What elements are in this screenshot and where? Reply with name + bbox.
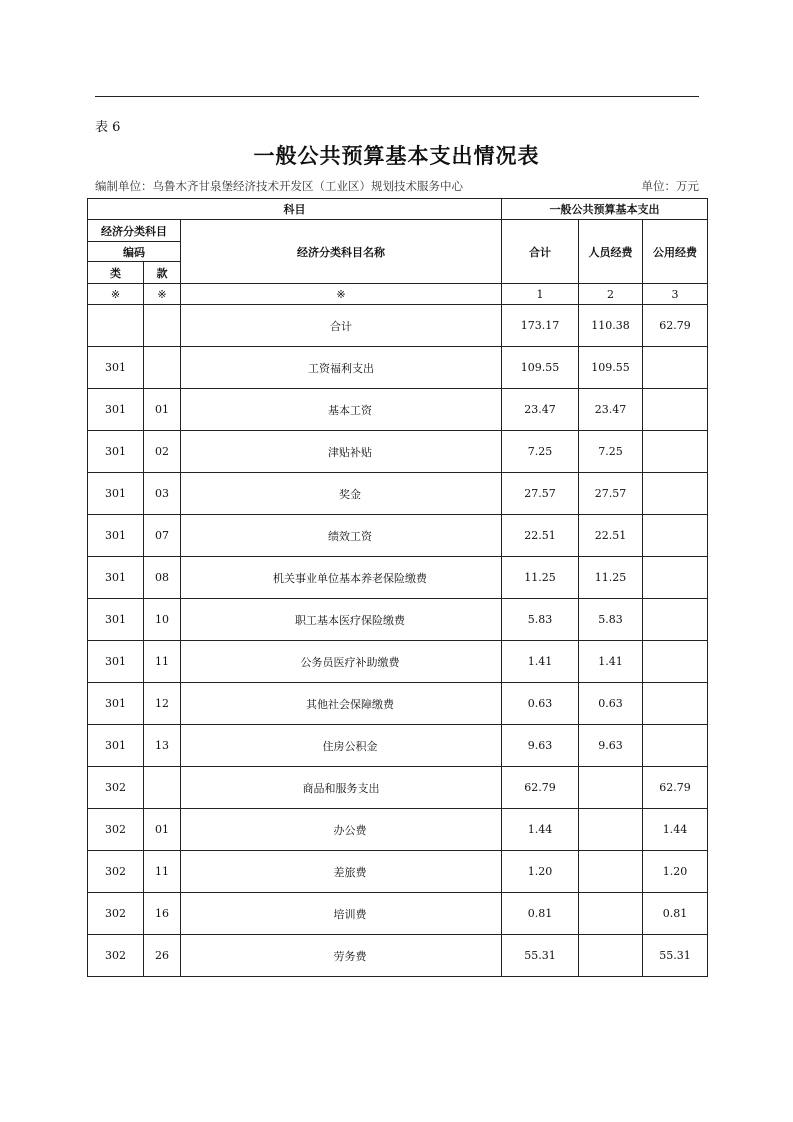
cell-name: 奖金	[181, 473, 502, 515]
mark-cell: ※	[181, 284, 502, 305]
marks-row	[88, 284, 708, 305]
cell-kuan: 02	[144, 431, 181, 473]
cell-personnel	[579, 851, 643, 893]
cell-public: 0.81	[643, 893, 708, 935]
cell-lei: 301	[88, 641, 144, 683]
mark-cell: 1	[502, 284, 579, 305]
cell-lei: 301	[88, 557, 144, 599]
mark-cell: 3	[643, 284, 708, 305]
cell-public: 62.79	[643, 305, 708, 347]
cell-public: 62.79	[643, 767, 708, 809]
cell-kuan: 13	[144, 725, 181, 767]
cell-kuan: 12	[144, 683, 181, 725]
cell-total: 173.17	[502, 305, 579, 347]
cell-public	[643, 473, 708, 515]
table-row	[88, 347, 708, 389]
cell-lei: 301	[88, 473, 144, 515]
table-number: 表 6	[95, 120, 121, 135]
cell-name: 基本工资	[181, 389, 502, 431]
cell-public	[643, 431, 708, 473]
cell-kuan: 26	[144, 935, 181, 977]
table-row	[88, 641, 708, 683]
cell-public	[643, 557, 708, 599]
cell-name: 办公费	[181, 809, 502, 851]
cell-public	[643, 515, 708, 557]
cell-name: 工资福利支出	[181, 347, 502, 389]
cell-lei: 302	[88, 893, 144, 935]
table-row	[88, 767, 708, 809]
cell-kuan: 10	[144, 599, 181, 641]
cell-personnel: 109.55	[579, 347, 643, 389]
mark-cell: ※	[144, 284, 181, 305]
cell-name: 劳务费	[181, 935, 502, 977]
cell-total: 22.51	[502, 515, 579, 557]
header-lei: 类	[88, 262, 144, 284]
page-title: 一般公共预算基本支出情况表	[253, 144, 540, 168]
table-row	[88, 809, 708, 851]
table-row	[88, 305, 708, 347]
header-personnel: 人员经费	[579, 220, 643, 284]
cell-name: 其他社会保障缴费	[181, 683, 502, 725]
cell-public: 55.31	[643, 935, 708, 977]
cell-kuan: 03	[144, 473, 181, 515]
cell-personnel: 23.47	[579, 389, 643, 431]
cell-personnel: 1.41	[579, 641, 643, 683]
cell-personnel: 0.63	[579, 683, 643, 725]
cell-personnel: 22.51	[579, 515, 643, 557]
cell-total: 1.20	[502, 851, 579, 893]
cell-kuan	[144, 767, 181, 809]
cell-total: 1.44	[502, 809, 579, 851]
cell-total: 9.63	[502, 725, 579, 767]
cell-public	[643, 599, 708, 641]
cell-lei	[88, 305, 144, 347]
mark-cell: ※	[88, 284, 144, 305]
header-total: 合计	[502, 220, 579, 284]
header-budget: 一般公共预算基本支出	[502, 199, 708, 220]
table-row	[88, 725, 708, 767]
cell-public: 1.20	[643, 851, 708, 893]
cell-personnel: 7.25	[579, 431, 643, 473]
header-econ-name: 经济分类科目名称	[181, 220, 502, 284]
unit-label: 单位：万元	[641, 179, 699, 193]
top-rule	[95, 96, 699, 97]
cell-total: 109.55	[502, 347, 579, 389]
cell-lei: 302	[88, 935, 144, 977]
cell-public	[643, 725, 708, 767]
header-econ-code-2: 编码	[88, 242, 181, 262]
cell-public	[643, 347, 708, 389]
cell-personnel: 9.63	[579, 725, 643, 767]
cell-kuan	[144, 347, 181, 389]
cell-name: 商品和服务支出	[181, 767, 502, 809]
cell-total: 27.57	[502, 473, 579, 515]
cell-total: 0.63	[502, 683, 579, 725]
cell-total: 7.25	[502, 431, 579, 473]
cell-kuan: 16	[144, 893, 181, 935]
cell-name: 合计	[181, 305, 502, 347]
cell-personnel	[579, 935, 643, 977]
cell-name: 差旅费	[181, 851, 502, 893]
table-row	[88, 389, 708, 431]
cell-lei: 301	[88, 389, 144, 431]
cell-lei: 301	[88, 431, 144, 473]
cell-kuan: 11	[144, 641, 181, 683]
cell-name: 培训费	[181, 893, 502, 935]
cell-name: 住房公积金	[181, 725, 502, 767]
cell-personnel: 11.25	[579, 557, 643, 599]
cell-kuan	[144, 305, 181, 347]
cell-lei: 301	[88, 725, 144, 767]
cell-personnel: 110.38	[579, 305, 643, 347]
cell-kuan: 07	[144, 515, 181, 557]
cell-total: 23.47	[502, 389, 579, 431]
table-row	[88, 935, 708, 977]
header-public: 公用经费	[643, 220, 708, 284]
table-row	[88, 683, 708, 725]
cell-public	[643, 641, 708, 683]
cell-total: 5.83	[502, 599, 579, 641]
table-row	[88, 599, 708, 641]
cell-lei: 301	[88, 683, 144, 725]
cell-public	[643, 683, 708, 725]
cell-total: 62.79	[502, 767, 579, 809]
cell-name: 公务员医疗补助缴费	[181, 641, 502, 683]
cell-name: 职工基本医疗保险缴费	[181, 599, 502, 641]
org-name: 编制单位：乌鲁木齐甘泉堡经济技术开发区（工业区）规划技术服务中心	[95, 179, 463, 193]
cell-personnel	[579, 809, 643, 851]
cell-lei: 302	[88, 767, 144, 809]
cell-kuan: 01	[144, 809, 181, 851]
cell-name: 津贴补贴	[181, 431, 502, 473]
cell-personnel: 5.83	[579, 599, 643, 641]
table-row	[88, 893, 708, 935]
table-row	[88, 473, 708, 515]
cell-lei: 301	[88, 347, 144, 389]
cell-lei: 301	[88, 599, 144, 641]
cell-kuan: 11	[144, 851, 181, 893]
cell-total: 1.41	[502, 641, 579, 683]
cell-total: 55.31	[502, 935, 579, 977]
cell-public: 1.44	[643, 809, 708, 851]
cell-lei: 301	[88, 515, 144, 557]
header-econ-code: 经济分类科目	[88, 220, 181, 242]
table-row	[88, 851, 708, 893]
cell-lei: 302	[88, 809, 144, 851]
budget-table	[87, 198, 708, 977]
cell-name: 机关事业单位基本养老保险缴费	[181, 557, 502, 599]
cell-public	[643, 389, 708, 431]
cell-kuan: 01	[144, 389, 181, 431]
table-row	[88, 515, 708, 557]
cell-total: 0.81	[502, 893, 579, 935]
table-row	[88, 431, 708, 473]
header-subject: 科目	[88, 199, 502, 220]
cell-personnel	[579, 767, 643, 809]
cell-total: 11.25	[502, 557, 579, 599]
cell-lei: 302	[88, 851, 144, 893]
mark-cell: 2	[579, 284, 643, 305]
header-kuan: 款	[144, 262, 181, 284]
cell-personnel	[579, 893, 643, 935]
table-row	[88, 557, 708, 599]
cell-kuan: 08	[144, 557, 181, 599]
cell-personnel: 27.57	[579, 473, 643, 515]
cell-name: 绩效工资	[181, 515, 502, 557]
